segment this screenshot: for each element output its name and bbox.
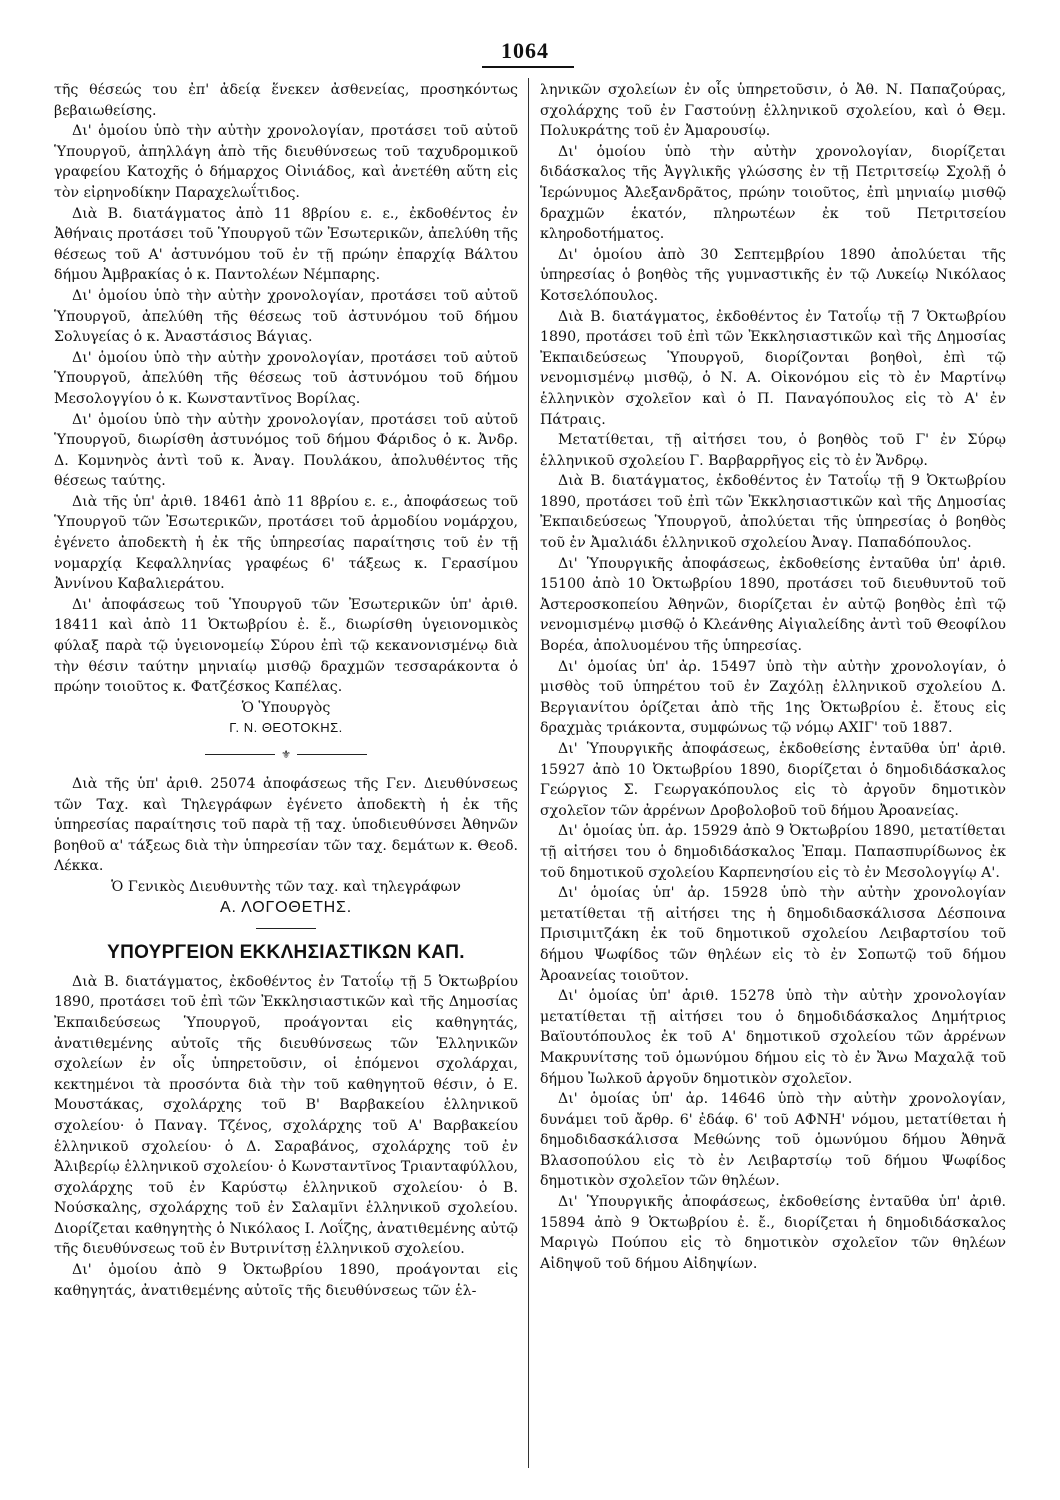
paragraph: Διὰ Β. διατάγματος, ἐκδοθέντος ἐν Τατοΐῳ τῇ 7 Ὀκτωβρίου 1890, προτάσει τοῦ ἐπὶ τῶν Ἐκκλησιαστικῶν καὶ τῆς Δημοσίας Ἐκπαιδεύσεως Ὑπουργοῦ, διορίζονται βοηθοὶ, ἐπὶ τῷ νενομισμένῳ μισθῷ, ὁ Ν. Α. Οἰκονόμου εἰς τὸ ἐν Μαρτίνῳ ἑλληνικὸν σχολεῖον καὶ ὁ Π. Παναγόπουλος εἰς τὸ Α' ἐν Πάτραις. (540, 308, 1006, 428)
section-heading: ΥΠΟΥΡΓΕΙΟΝ ΕΚΚΛΗΣΙΑΣΤΙΚΩΝ ΚΑΠ. (107, 942, 465, 964)
paragraph: ληνικῶν σχολείων ἐν οἷς ὑπηρετοῦσιν, ὁ Ἀθ. Ν. Παπαζούρας, σχολάρχης τοῦ ἐν Γαστούνῃ ἑλληνικοῦ σχολείου, καὶ ὁ Θεμ. Πολυκράτης τοῦ ἐν Ἀμαρουσίῳ. (540, 82, 1006, 140)
minister-name: Γ. Ν. ΘΕΟΤΟΚΗΣ. (229, 720, 343, 736)
paragraph: Δι' Ὑπουργικῆς ἀποφάσεως, ἐκδοθείσης ἐνταῦθα ὑπ' ἀριθ. 15894 ἀπὸ 9 Ὀκτωβρίου ἐ. ἔ., διορίζεται ἡ δημοδιδάσκαλος Μαριγὼ Πούπου εἰς τὸ δημοτικὸν σχολεῖον τῶν θηλέων Αἰδηψοῦ τοῦ δήμου Αἰδηψίων. (540, 1194, 1006, 1272)
paragraph: Μετατίθεται, τῇ αἰτήσει του, ὁ βοηθὸς τοῦ Γ' ἐν Σύρῳ ἑλληνικοῦ σχολείου Γ. Βαρβαρρῆγος εἰς τὸ ἐν Ἄνδρῳ. (540, 432, 1006, 469)
section-divider (54, 749, 518, 760)
paragraph: Διὰ Β. διατάγματος ἀπὸ 11 8βρίου ε. ε., ἐκδοθέντος ἐν Ἀθήναις προτάσει τοῦ Ὑπουργοῦ τῶν Ἐσωτερικῶν, ἀπελύθη τῆς θέσεως τοῦ Α' ἀστυνόμου τοῦ ἐν τῇ πρώην ἐπαρχίᾳ Βάλτου δήμου Ἀμβρακίας ὁ κ. Παντολέων Νέμπαρης. (54, 205, 518, 284)
paragraph: Διὰ τῆς ὑπ' ἀριθ. 25074 ἀποφάσεως τῆς Γεν. Διευθύνσεως τῶν Ταχ. καὶ Τηλεγράφων ἐγένετο ἀποδεκτὴ ἡ ἐκ τῆς ὑπηρεσίας παραίτησις τοῦ παρὰ τῇ ταχ. ὑποδιευθύνσει Ἀθηνῶν βοηθοῦ α' τάξεως διὰ τὴν ὑπηρεσίαν τῶν ταχ. δεμάτων κ. Θεοδ. Λέκκα. (54, 776, 518, 875)
paragraph: Δι' ὁμοίου ἀπὸ 9 Ὀκτωβρίου 1890, προάγονται εἰς καθηγητάς, ἀνατιθεμένης αὐτοῖς τῆς διευθύνσεως τῶν ἑλ- (54, 1262, 518, 1299)
short-rule (256, 928, 316, 929)
divider-line (297, 754, 367, 755)
paragraph: Διὰ τῆς ὑπ' ἀριθ. 18461 ἀπὸ 11 8βρίου ε. ε., ἀποφάσεως τοῦ Ὑπουργοῦ τῶν Ἐσωτερικῶν, προτάσει τοῦ ἁρμοδίου νομάρχου, ἐγένετο ἀποδεκτὴ ἡ ἐκ τῆς ὑπηρεσίας παραίτησις τοῦ ἐν τῇ νομαρχίᾳ Κεφαλληνίας γραφέως 6' τάξεως κ. Γερασίμου Ἀννίνου Καβαλιεράτου. (54, 493, 518, 593)
paragraph: Δι' ὁμοίου ὑπὸ τὴν αὐτὴν χρονολογίαν, προτάσει τοῦ αὐτοῦ Ὑπουργοῦ, διωρίσθη ἀστυνόμος τοῦ δήμου Φάριδος ὁ κ. Ἀνδρ. Δ. Κομνηνὸς ἀντὶ τοῦ κ. Ἀναγ. Πουλάκου, ἀπολυθέντος τῆς θέσεως ταύτης. (54, 411, 518, 490)
paragraph: Δι' ὁμοίου ὑπὸ τὴν αὐτὴν χρονολογίαν, διορίζεται διδάσκαλος τῆς Ἀγγλικῆς γλώσσης ἐν τῇ Πετριτσείῳ Σχολῇ ὁ Ἱερώνυμος Ἀλεξανδρᾶτος, πρώην τοιοῦτος, ἐπὶ μηνιαίῳ μισθῷ δραχμῶν ἑκατόν, πληρωτέων ἐκ τοῦ Πετριτσείου κληροδοτήματος. (540, 143, 1006, 243)
director-title: Ὁ Γενικὸς Διευθυντὴς τῶν ταχ. καὶ τηλεγράφων (111, 878, 461, 895)
paragraph: Δι' ἀποφάσεως τοῦ Ὑπουργοῦ τῶν Ἐσωτερικῶν ὑπ' ἀριθ. 18411 καὶ ἀπὸ 11 Ὀκτωβρίου ἐ. ἔ., διωρίσθη ὑγειονομικὸς φύλαξ παρὰ τῷ ὑγειονομείῳ Σύρου ἐπὶ τῷ κεκανονισμένῳ διὰ τὴν θέσιν ταύτην μηνιαίῳ μισθῷ δραχμῶν τεσσαράκοντα ὁ πρώην τοιοῦτος κ. Φατζέσκος Καπέλας. (54, 596, 518, 696)
paragraph: Διὰ Β. διατάγματος, ἐκδοθέντος ἐν Τατοΐῳ τῇ 5 Ὀκτωβρίου 1890, προτάσει τοῦ ἐπὶ τῶν Ἐκκλησιαστικῶν καὶ τῆς Δημοσίας Ἐκπαιδεύσεως Ὑπουργοῦ, προάγονται εἰς καθηγητάς, ἀνατιθεμένης αὐτοῖς τῆς διευθύνσεως τῶν Ἑλληνικῶν σχολείων ἐν οἷς ὑπηρετοῦσιν, οἱ ἑπόμενοι σχολάρχαι, κεκτημένοι τὰ προσόντα διὰ τὴν τοῦ καθηγητοῦ θέσιν, ὁ Ε. Μουστάκας, σχολάρχης τοῦ Β' Βαρβακείου ἑλληνικοῦ σχολείου· ὁ Παναγ. Τζένος, σχολάρχης τοῦ Α' Βαρβακείου ἑλληνικοῦ σχολείου· ὁ Δ. Σαραβάνος, σχολάρχης τοῦ ἐν Ἀλιβερίῳ ἑλληνικοῦ σχολείου· ὁ Κωνσταντῖνος Τριανταφύλλου, σχολάρχης τοῦ ἐν Καρύστῳ ἑλληνικοῦ σχολείου· ὁ Β. Νούσκαλης, σχολάρχης τοῦ ἐν Σαλαμῖνι ἑλληνικοῦ σχολείου. Διορίζεται καθηγητὴς ὁ Νικόλαος Ι. Λοΐζης, ἀνατιθεμένης αὐτῷ τῆς διευθύνσεως τοῦ ἐν Βυτρινίτσῃ ἑλληνικοῦ σχολείου. (54, 973, 518, 1258)
right-column (540, 80, 1006, 1274)
paragraph: Δι' ὁμοίας ὑπ' ἀρ. 15497 ὑπὸ τὴν αὐτὴν χρονολογίαν, ὁ μισθὸς τοῦ ὑπηρέτου τοῦ ἐν Ζαχόλῃ ἑλληνικοῦ σχολείου Δ. Βεργιανίτου ὁρίζεται ἀπὸ τῆς 1ης Ὀκτωβρίου ἐ. ἔτους εἰς δραχμὰς τριάκοντα, συμφώνως τῷ νόμῳ ΑΧΙΓ' τοῦ 1887. (540, 658, 1006, 737)
page-number: 1064 (501, 38, 549, 63)
paragraph: Δι' ὁμοίας ὑπ' ἀρ. 15928 ὑπὸ τὴν αὐτὴν χρονολογίαν μετατίθεται τῇ αἰτήσει της ἡ δημοδιδασκάλισσα Δέσποινα Πρισιμιτζάκη ἐκ τοῦ δημοτικοῦ σχολείου Λειβαρτσίου τοῦ δήμου Ψωφίδος τῶν θηλέων εἰς τὸ ἐν Σοπωτῷ τοῦ δήμου Ἀροανείας τοιοῦτον. (540, 885, 1006, 984)
paragraph: Δι' Ὑπουργικῆς ἀποφάσεως, ἐκδοθείσης ἐνταῦθα ὑπ' ἀριθ. 15100 ἀπὸ 10 Ὀκτωβρίου 1890, προτάσει τοῦ διευθυντοῦ τοῦ Ἀστεροσκοπείου Ἀθηνῶν, διορίζεται ἐν αὐτῷ βοηθὸς ἐπὶ τῷ νενομισμένῳ μισθῷ ὁ Κλεάνθης Αἰγιαλείδης ἀντὶ τοῦ Θεοφίλου Βορέα, ἀπολυομένου τῆς ὑπηρεσίας. (540, 555, 1006, 655)
paragraph: Δι' ὁμοίας ὑπ' ἀριθ. 15278 ὑπὸ τὴν αὐτὴν χρονολογίαν μετατίθεται τῇ αἰτήσει του ὁ δημοδιδάσκαλος Δημήτριος Βαϊουτόπουλος ἐκ τοῦ Α' δημοτικοῦ σχολείου τῶν ἀρρένων Μακρυνίτσης τοῦ ὁμωνύμου δήμου εἰς τὸ ἐν Ἄνω Μαχαλᾷ τοῦ δήμου Ἰωλκοῦ ἀργοῦν δημοτικὸν σχολεῖον. (540, 988, 1006, 1087)
fleuron-icon: ⚜ (281, 748, 291, 761)
paragraph: Δι' ὁμοίου ὑπὸ τὴν αὐτὴν χρονολογίαν, προτάσει τοῦ αὐτοῦ Ὑπουργοῦ, ἀπελύθη τῆς θέσεως τοῦ ἀστυνόμου τοῦ δήμου Σολυγείας ὁ κ. Ἀναστάσιος Βάγιας. (54, 287, 518, 346)
paragraph: Δι' ὁμοίου ὑπὸ τὴν αὐτὴν χρονολογίαν, προτάσει τοῦ αὐτοῦ Ὑπουργοῦ, ἀπηλλάγη ἀπὸ τῆς διευθύνσεως τοῦ ταχυδρομικοῦ γραφείου Κατοχῆς ὁ δήμαρχος Οἰνιάδος, καὶ ἀνετέθη αὕτη εἰς τὸν εἰρηνοδίκην Παραχελωΐτιδος. (54, 123, 518, 201)
paragraph: Δι' ὁμοίου ἀπὸ 30 Σεπτεμβρίου 1890 ἀπολύεται τῆς ὑπηρεσίας ὁ βοηθὸς τῆς γυμναστικῆς ἐν τῷ Λυκείῳ Νικόλαος Κοτσελόπουλος. (540, 246, 1006, 304)
paragraph: Διὰ Β. διατάγματος, ἐκδοθέντος ἐν Τατοΐῳ τῇ 9 Ὀκτωβρίου 1890, προτάσει τοῦ ἐπὶ τῶν Ἐκκλησιαστικῶν καὶ τῆς Δημοσίας Ἐκπαιδεύσεως Ὑπουργοῦ, ἀπολύεται τῆς ὑπηρεσίας ὁ βοηθὸς τοῦ ἐν Ἀμαλιάδι ἑλληνικοῦ σχολείου Ἀναγ. Παπαδόπουλος. (540, 473, 1006, 552)
minister-title: Ὁ Ὑπουργὸς (241, 699, 331, 716)
paragraph: τῆς θέσεώς του ἐπ' ἀδείᾳ ἕνεκεν ἀσθενείας, προσηκόντως βεβαιωθείσης. (54, 82, 518, 119)
divider-line (205, 754, 275, 755)
paragraph: Δι' ὁμοίας ὑπ. ἀρ. 15929 ἀπὸ 9 Ὀκτωβρίου 1890, μετατίθεται τῇ αἰτήσει του ὁ δημοδιδάσκαλος Ἐπαμ. Παπασπυρίδωνος ἐκ τοῦ δημοτικοῦ σχολείου Καρπενησίου εἰς τὸ ἐν Μεσολογγίῳ Α'. (540, 823, 1006, 881)
header-rule (482, 66, 574, 68)
paragraph: Δι' ὁμοίου ὑπὸ τὴν αὐτὴν χρονολογίαν, προτάσει τοῦ αὐτοῦ Ὑπουργοῦ, ἀπελύθη τῆς θέσεως τοῦ ἀστυνόμου τοῦ δήμου Μεσολογγίου ὁ κ. Κωνσταντῖνος Βορίλας. (54, 349, 518, 407)
director-name: Α. ΛΟΓΟΘΕΤΗΣ. (220, 898, 352, 916)
column-divider (528, 78, 529, 1468)
left-column (54, 80, 518, 1301)
paragraph: Δι' ὁμοίας ὑπ' ἀρ. 14646 ὑπὸ τὴν αὐτὴν χρονολογίαν, δυνάμει τοῦ ἄρθρ. 6' ἐδάφ. 6' τοῦ ΑΦΝΗ' νόμου, μετατίθεται ἡ δημοδιδασκάλισσα Μεθώνης τοῦ ὁμωνύμου δήμου Ἀθηνᾶ Βλασοπούλου εἰς τὸ ἐν Λειβαρτσίῳ τοῦ δήμου Ψωφίδος δημοτικὸν σχολεῖον τῶν θηλέων. (540, 1091, 1006, 1190)
paragraph: Δι' Ὑπουργικῆς ἀποφάσεως, ἐκδοθείσης ἐνταῦθα ὑπ' ἀριθ. 15927 ἀπὸ 10 Ὀκτωβρίου 1890, διορίζεται ὁ δημοδιδάσκαλος Γεώργιος Σ. Γεωργακόπουλος εἰς τὸ ἀργοῦν δημοτικὸν σχολεῖον τῶν ἀρρένων Δροβολοβοῦ τοῦ δήμου Ἀροανείας. (540, 741, 1006, 819)
